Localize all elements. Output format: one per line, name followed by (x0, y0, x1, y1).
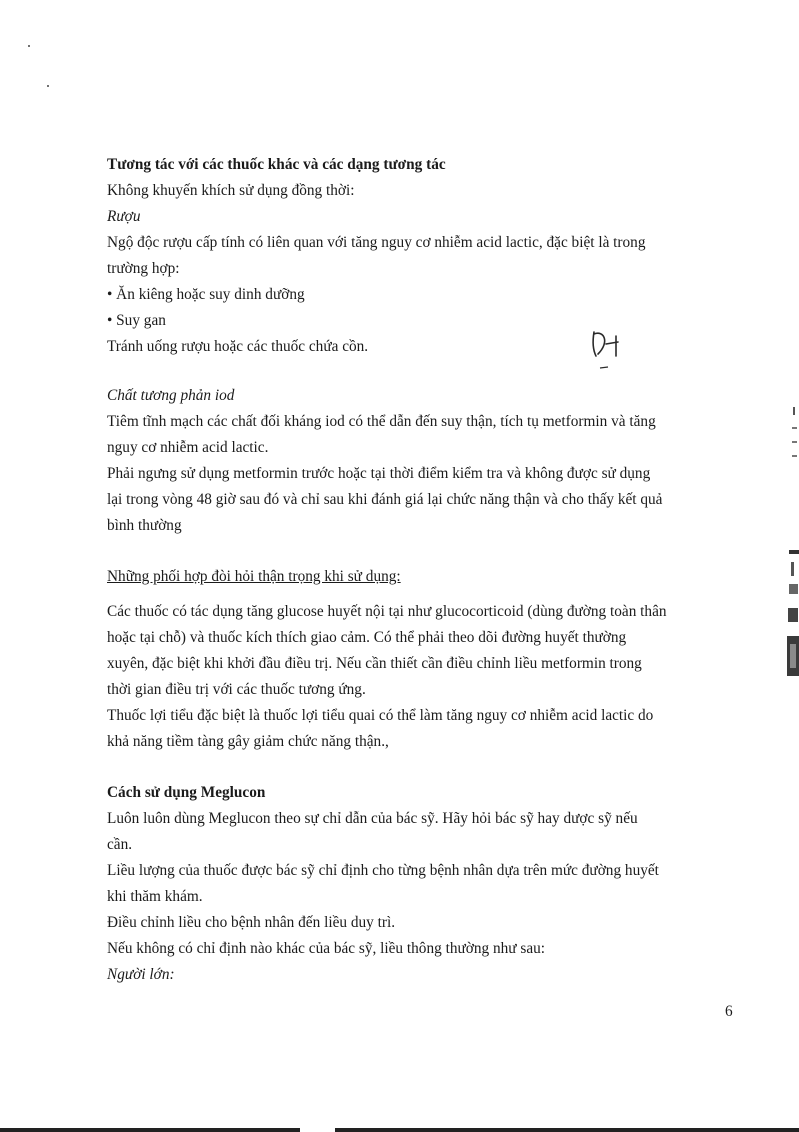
iodine-title: Chất tương phản iod (107, 387, 235, 404)
scan-edge-line (0, 1128, 300, 1132)
alcohol-advice: Tránh uống rượu hoặc các thuốc chứa cồn. (107, 338, 369, 355)
iodine-text-line: nguy cơ nhiễm acid lactic. (107, 439, 269, 456)
iodine-section (107, 383, 747, 539)
interactions-section (107, 152, 747, 360)
caution-text-line: khả năng tiềm tàng gây giảm chức năng thận., (107, 733, 389, 750)
iodine-text-line: bình thường (107, 517, 182, 534)
alcohol-title: Rượu (107, 208, 141, 225)
caution-body (107, 599, 747, 755)
usage-text-line: khi thăm khám. (107, 888, 203, 905)
iodine-text-line: Tiêm tĩnh mạch các chất đối kháng iod có thể dẫn đến suy thận, tích tụ metformin và tăng (107, 413, 656, 430)
usage-text-line: Nếu không có chỉ định nào khác của bác sỹ, liều thông thường như sau: (107, 940, 546, 957)
caution-text-line: Các thuốc có tác dụng tăng glucose huyết nội tại như glucocorticoid (dùng đường toàn thân (107, 603, 667, 620)
scan-speck (47, 85, 49, 87)
usage-heading: Cách sử dụng Meglucon (107, 784, 266, 801)
usage-section (107, 780, 747, 988)
caution-text-line: xuyên, đặc biệt khi khởi đầu điều trị. Nếu cần thiết cần điều chỉnh liều metformin trong (107, 655, 642, 672)
interactions-heading: Tương tác với các thuốc khác và các dạng tương tác (107, 156, 446, 173)
caution-section (107, 564, 747, 590)
iodine-text-line: lại trong vòng 48 giờ sau đó và chỉ sau khi đánh giá lại chức năng thận và cho thấy kết quả (107, 491, 663, 508)
stamp-fragment (785, 548, 799, 688)
caution-text-line: Thuốc lợi tiểu đặc biệt là thuốc lợi tiểu quai có thể làm tăng nguy cơ nhiễm acid lactic do (107, 707, 654, 724)
interactions-intro: Không khuyến khích sử dụng đồng thời: (107, 182, 355, 199)
usage-text-line: cần. (107, 836, 133, 853)
caution-title: Những phối hợp đòi hỏi thận trọng khi sử dụng: (107, 568, 401, 585)
page-number: 6 (725, 1003, 733, 1020)
usage-text-line: Luôn luôn dùng Meglucon theo sự chỉ dẫn của bác sỹ. Hãy hỏi bác sỹ hay dược sỹ nếu (107, 810, 638, 827)
caution-text-line: thời gian điều trị với các thuốc tương ứng. (107, 681, 366, 698)
caution-text-line: hoặc tại chỗ) và thuốc kích thích giao cảm. Có thể phải theo dõi đường huyết thường (107, 629, 627, 646)
bullet-item: • Ăn kiêng hoặc suy dinh dưỡng (107, 286, 305, 303)
scan-speck (28, 45, 30, 47)
bullet-item: • Suy gan (107, 312, 166, 329)
iodine-text-line: Phải ngưng sử dụng metformin trước hoặc tại thời điểm kiểm tra và không được sử dụng (107, 465, 651, 482)
stamp-fragment (785, 405, 799, 475)
scan-edge-line (335, 1128, 799, 1132)
usage-text-line: Liều lượng của thuốc được bác sỹ chỉ định cho từng bệnh nhân dựa trên mức đường huyết (107, 862, 659, 879)
adults-label: Người lớn: (107, 966, 175, 983)
alcohol-text-line: trường hợp: (107, 260, 180, 277)
handwritten-initials (588, 322, 628, 372)
usage-text-line: Điều chỉnh liều cho bệnh nhân đến liều duy trì. (107, 914, 396, 931)
alcohol-text-line: Ngộ độc rượu cấp tính có liên quan với tăng nguy cơ nhiễm acid lactic, đặc biệt là trong (107, 234, 646, 251)
